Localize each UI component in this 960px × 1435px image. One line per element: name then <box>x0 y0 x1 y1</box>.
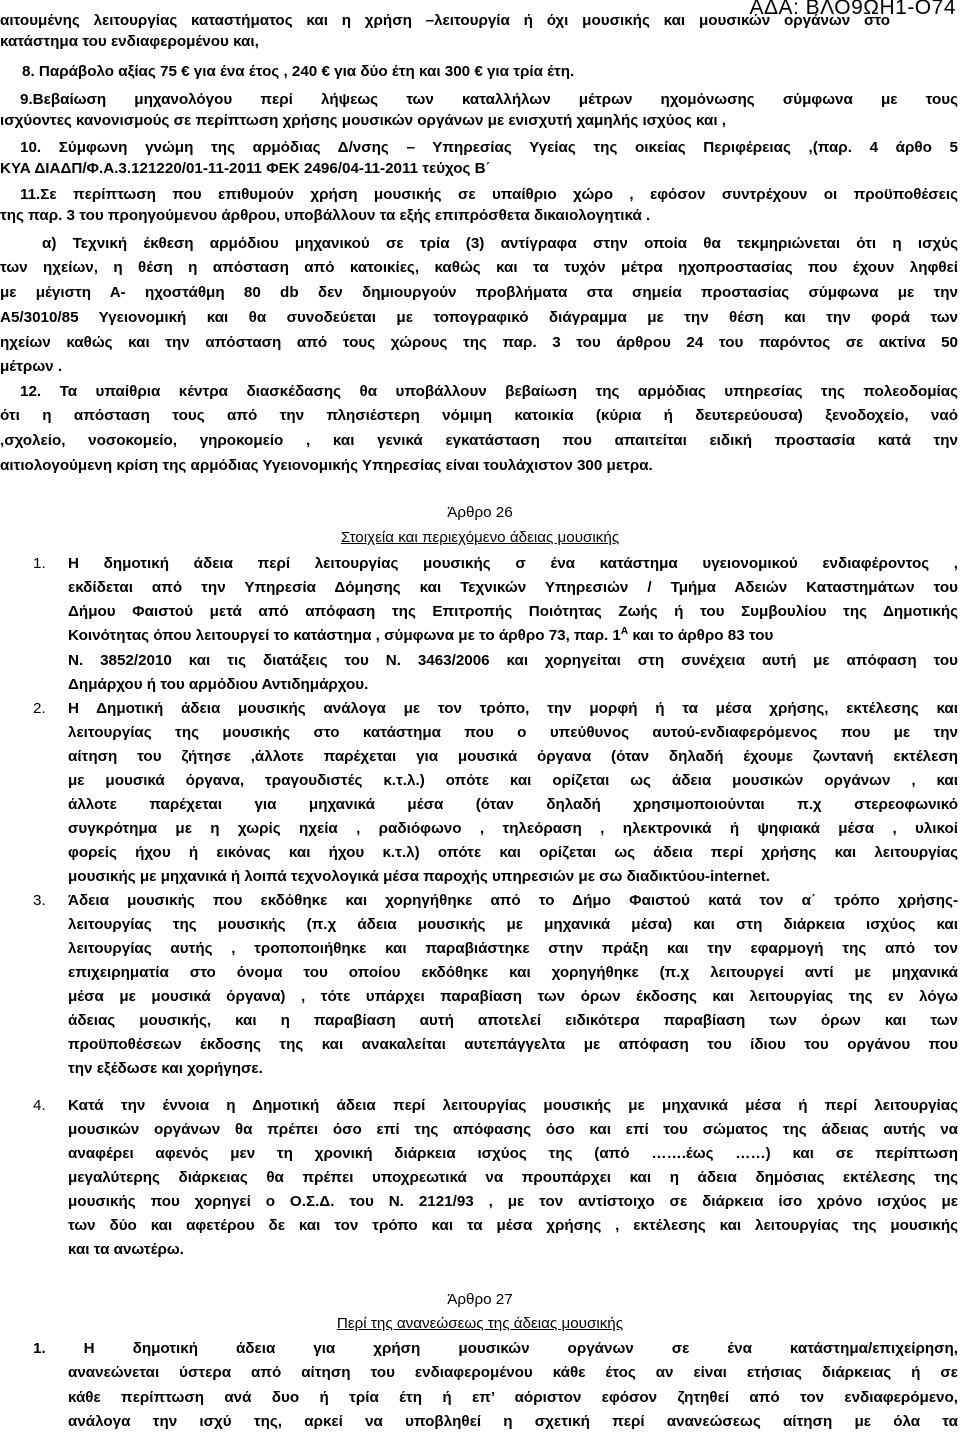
text-line: αιτιολογούμενη κρίση της αρμόδιας Υγειονομικής Υπηρεσίας είναι τουλάχιστον 300 μετρα. <box>0 457 653 474</box>
text-line: Δημάρχου ή του αρμόδιου Αντιδημάρχου. <box>68 676 369 693</box>
text-line: ,σχολείο, νοσοκομείο, γηροκομείο , και γενικά εγκατάσταση που απαιτείται ειδική προστασία κατά την <box>0 432 958 449</box>
text-line: ανανεώνεται ύστερα από αίτηση του ενδιαφερομένου κάθε έτος αν είναι ετήσιας διάρκειας ή σε <box>68 1364 958 1381</box>
text-line: με μουσικά όργανα, τραγουδιστές κ.τ.λ.) οπότε και ορίζεται ως άδεια μουσικών οργάνων , και <box>68 772 958 789</box>
text-line: λειτουργίας της μουσικής (π.χ άδεια μουσικής με μηχανικά μέσα) και στη διάρκεια ισχύος και <box>68 916 958 933</box>
text-line: μεγαλύτερης διάρκειας θα πρέπει υποχρεωτικά να προυπάρχει και η άδεια δημόσιας εκτέλεσης της <box>68 1169 958 1186</box>
text-line: με μέγιστη Α- ηχοστάθμη 80 db δεν δημιουργούν προβλήματα στα σημεία προστασίας σύμφωνα με την <box>0 284 958 301</box>
text-line: Άδεια μουσικής που εκδόθηκε και χορηγήθηκε από το Δήμο Φαιστού κατά τον α΄ τρόπο χρήσης- <box>68 892 958 909</box>
text-line: προϋποθέσεων έκδοσης της και ανακαλείται αυτεπάγγελτα με απόφαση του ίδιου του οργάνου που <box>68 1036 958 1053</box>
text-line: ότι η απόσταση τους από την πλησιέστερη νόμιμη κατοικία (κύρια ή δευτερεύουσα) ξενοδοχείο, ναό <box>0 407 958 424</box>
text-line: κάθε περίπτωση ανά δυο ή τρία έτη ή επ’ αόριστον εφόσον ζητηθεί από τον ενδιαφερόμενο, <box>68 1389 958 1406</box>
item-number: 2. <box>33 700 46 717</box>
text-line: 1. Η δημοτική άδεια για χρήση μουσικών οργάνων σε ένα κατάστημα/επιχείρηση, <box>33 1340 958 1357</box>
text-line: Δήμου Φαιστού μετά από απόφαση της Επιτροπής Ποιότητας Ζωής ή του Συμβουλίου της Δημοτικής <box>68 603 958 620</box>
list-item-8: 8. Παράβολο αξίας 75 € για ένα έτος , 240 € για δύο έτη και 300 € για τρία έτη. <box>22 63 575 80</box>
article-27-heading: Άρθρο 27 <box>447 1291 513 1308</box>
item-number: 4. <box>33 1097 46 1114</box>
text-line: λειτουργίας αυτής , τροποποιήθηκε και παραβιάστηκε στην πράξη και την εφαρμογή της από τον <box>68 940 958 957</box>
item-number: 1. <box>33 555 46 572</box>
article-26-subheading: Στοιχεία και περιεχόμενο άδειας μουσικής <box>340 529 620 546</box>
text-line: Ν. 3852/2010 και τις διατάξεις του Ν. 3463/2006 και χορηγείται στη συνέχεια αυτή με απόφαση του <box>68 652 958 669</box>
text-line: μέσα με μουσικά όργανα) , τότε υπάρχει παραβίαση των όρων έκδοσης και λειτουργίας της εν λόγω <box>68 988 958 1005</box>
text-line: επιχειρηματία στο όνομα του οποίου εκδόθηκε και χορηγήθηκε (π.χ λειτουργεί αντί με μηχανικά <box>68 964 958 981</box>
text-line: μουσικών οργάνων θα πρέπει όσο επί της απόφασης όσο και επί του σώματος της άδειας αυτής να <box>68 1121 958 1138</box>
list-item-9: 9.Βεβαίωση μηχανολόγου περί λήψεως των καταλλήλων μέτρων ηχομόνωσης σύμφωνα με τους <box>20 91 958 108</box>
text-line: άλλοτε παρέχεται για μηχανικά μέσα (όταν δηλαδή χρησιμοποιούνται π.χ στερεοφωνικό <box>68 796 958 813</box>
text-line: των ηχείων, η θέση η απόσταση από κατοικίες, καθώς και τα τυχόν μέτρα ηχοπροστασίας που έχουν ληφθεί <box>0 259 958 276</box>
article-27-subheading: Περί της ανανεώσεως της άδειας μουσικής <box>336 1315 624 1332</box>
item-number: 3. <box>33 892 46 909</box>
text-line: κατάστημα του ενδιαφερομένου και, <box>0 33 259 50</box>
text-line: ηχείων καθώς και την απόσταση από τους χώρους της παρ. 3 του άρθρου 24 του παρόντος σε ακτίνα 50 <box>0 334 958 351</box>
text-line: συγκρότημα με η χωρίς ηχεία , ραδιόφωνο , τηλεόραση , ηλεκτρονικά ή ψηφιακά μέσα , υλικοί <box>68 820 958 837</box>
text-line <box>68 626 960 645</box>
text-line: φορείς ήχου ή εικόνας και ήχου κ.τ.λ) οπότε και ορίζεται ως άδεια περί χρήσης και λειτουργίας <box>68 844 958 861</box>
text-line: μουσικής που χορηγεί ο Ο.Σ.Δ. του Ν. 2121/93 , με τον αντίστοιχο σε διάρκεια ίσο χρόνο ισχύος με <box>68 1193 958 1210</box>
text-line: αίτηση του ζήτησε ,άλλοτε παρέχεται για μουσικά όργανα (όταν δηλαδή έχουμε ζωντανή εκτέλεση <box>68 748 958 765</box>
text-segment: Κοινότητας όπου λειτουργεί το κατάστημα , σύμφωνα με το άρθρο 73, παρ. 1 <box>68 627 621 644</box>
ada-code: ΑΔΑ: ΒΛΟ9ΩΗ1-Ο74 <box>749 0 956 19</box>
paragraph-a: α) Τεχνική έκθεση αρμόδιου μηχανικού σε τρία (3) αντίγραφα στην οποία θα τεκμηριώνεται ότι η ισχύς <box>42 235 958 252</box>
superscript: Α <box>620 626 629 637</box>
text-line: ανάλογα την ισχύ της, αρκεί να υποβληθεί η σχετική περί ανανεώσεως αίτηση με όλα τα <box>68 1413 958 1430</box>
text-line: Κατά την έννοια η Δημοτική άδεια περί λειτουργίας μουσικής με μηχανικά μέσα ή περί λειτουργίας <box>68 1097 958 1114</box>
text-line: μουσικής με μηχανικά ή λοιπά τεχνολογικά μέσα παροχής υπηρεσιών με σω διαδικτύου-internet. <box>68 868 770 885</box>
text-line: μέτρων . <box>0 358 63 375</box>
text-line: Α5/3010/85 Υγειονομική και θα συνοδεύεται με τοπογραφικό διάγραμμα με την θέση και την φορά των <box>0 309 958 326</box>
text-line: ισχύοντες κανονισμούς σε περίπτωση χρήσης μουσικών οργάνων με ενισχυτή χαμηλής ισχύος και , <box>0 112 726 129</box>
text-line: λειτουργίας της μουσικής στο κατάστημα που ο υπεύθυνος αυτού-ενδιαφερόμενος που με την <box>68 724 958 741</box>
text-line: και τα ανωτέρω. <box>68 1241 184 1258</box>
text-segment: και το άρθρο 83 του <box>628 627 774 644</box>
text-line: αναφέρει αφενός μεν τη χρονική διάρκεια ισχύος της (από …….έως ……) και σε περίπτωση <box>68 1145 958 1162</box>
text-line: εκδίδεται από την Υπηρεσία Δόμησης και Τεχνικών Υπηρεσιών / Τμήμα Αδειών Καταστημάτων του <box>68 579 958 596</box>
text-line: άδειας μουσικής, και η παραβίαση αυτή αποτελεί ειδικότερα παραβίαση των όρων και των <box>68 1012 958 1029</box>
text-line: αιτουμένης λειτουργίας καταστήματος και η χρήση –λειτουργία ή όχι μουσικής και μουσικών οργάνων στο <box>0 12 890 29</box>
article-26-heading: Άρθρο 26 <box>447 504 513 521</box>
text-line: της παρ. 3 του προηγούμενου άρθρου, υποβάλλουν τα εξής επιπρόσθετα δικαιολογητικά . <box>0 207 651 224</box>
list-item-12: 12. Τα υπαίθρια κέντρα διασκέδασης θα υποβάλλουν βεβαίωση της αρμόδιας υπηρεσίας της πολεοδομίας <box>20 383 958 400</box>
list-item-11: 11.Σε περίπτωση που επιθυμούν χρήση μουσικής σε υπαίθριο χώρο , εφόσον συντρέχουν οι προϋποθέσεις <box>20 186 958 203</box>
text-line: ΚΥΑ ΔΙΑΔΠ/Φ.Α.3.121220/01-11-2011 ΦΕΚ 2496/04-11-2011 τεύχος Β΄ <box>0 160 491 177</box>
text-line: Η δημοτική άδεια περί λειτουργίας μουσικής σ ένα κατάστημα υγειονομικού ενδιαφέροντος , <box>68 555 958 572</box>
list-item-10: 10. Σύμφωνη γνώμη της αρμόδιας Δ/νσης – Υπηρεσίας Υγείας της οικείας Περιφέρειας ,(παρ. 4 άρθο 5 <box>20 139 958 156</box>
text-line: την εξέδωσε και χορήγησε. <box>68 1060 263 1077</box>
text-line: Η Δημοτική άδεια μουσικής ανάλογα με τον τρόπο, την μορφή ή τα μέσα χρήσης, εκτέλεσης και <box>68 700 958 717</box>
text-line: των δύο και αφετέρου δε και τον τρόπο και τα μέσα χρήσης , εκτέλεσης και λειτουργίας της μουσικής <box>68 1217 958 1234</box>
